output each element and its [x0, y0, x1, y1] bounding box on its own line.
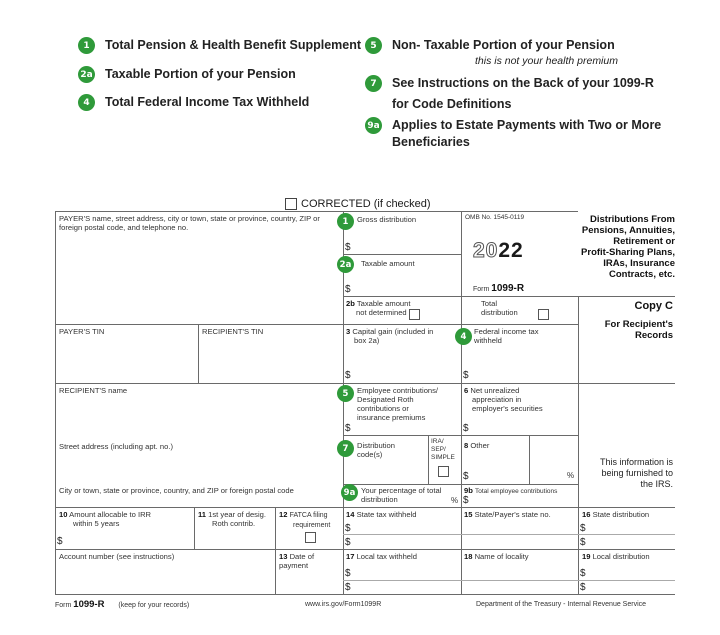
box18-num: 18	[464, 552, 473, 561]
corrected-label: CORRECTED (if checked)	[301, 198, 431, 210]
box12-checkbox[interactable]	[305, 532, 316, 543]
box10-dollar: $	[57, 536, 63, 547]
box9b-dollar: $	[463, 495, 469, 506]
info-note-line-1: This information is	[599, 457, 673, 467]
footer-form	[55, 599, 189, 610]
copy-sub-line-2: Records	[634, 330, 673, 341]
legend-item-2a	[78, 66, 296, 83]
box8-text: Other	[470, 441, 490, 450]
box9b-label	[464, 486, 557, 496]
box12-line-2: requirement	[293, 522, 331, 529]
legend-item-5	[365, 37, 615, 54]
box9a-label	[361, 486, 441, 504]
box10-line-2: within 5 years	[73, 519, 120, 528]
box17-label	[346, 552, 417, 561]
box1-label: Gross distribution	[357, 215, 417, 224]
legend-text-1: Total Pension & Health Benefit Supplement	[105, 38, 362, 52]
box3-label	[346, 327, 433, 345]
form-title-line-2: Pensions, Annuities,	[581, 225, 675, 236]
badge-2a-icon: 2a	[78, 66, 95, 83]
box3-line-2: box 2a)	[354, 336, 380, 345]
form-1099r	[55, 211, 675, 594]
legend-text-7: See Instructions on the Back of your 1099-R	[392, 76, 654, 90]
box13-num: 13	[279, 552, 288, 561]
box4-label	[474, 327, 539, 345]
box10-label	[59, 510, 151, 528]
payer-info-label: PAYER'S name, street address, city or town, state or province, country, ZIP or foreign postal code, and telephone no.	[59, 214, 320, 232]
box3-line-1: Capital gain (included in	[352, 327, 434, 336]
legend-item-1	[78, 37, 361, 54]
box12-num: 12	[279, 510, 288, 519]
legend-text-5: Non- Taxable Portion of your Pension	[392, 38, 615, 52]
box19-num: 19	[582, 552, 591, 561]
ira-line-2: SEP/	[431, 446, 446, 453]
box11-line-2: Roth contrib.	[212, 519, 256, 528]
form-badge-7-icon: 7	[337, 440, 354, 457]
legend-text-9b: Beneficiaries	[392, 135, 470, 149]
box16-label	[582, 510, 649, 519]
box2a-dollar: $	[345, 284, 351, 295]
box8-percent: %	[567, 471, 575, 480]
city-label: City or town, state or province, country, and ZIP or foreign postal code	[59, 486, 294, 495]
box11-num: 11	[198, 510, 207, 519]
box8-dollar: $	[463, 471, 469, 482]
info-note-line-2: being furnished to	[601, 468, 673, 478]
box18-text: Name of locality	[474, 552, 529, 561]
form-title	[555, 214, 675, 280]
box10-line-1: Amount allocable to IRR	[69, 510, 152, 519]
box16-dollar-1: $	[580, 523, 586, 534]
form-word: Form	[473, 286, 490, 293]
legend-sub-5: this is not your health premium	[475, 55, 618, 67]
box13-line-2: payment	[279, 561, 309, 570]
footer-dept: Department of the Treasury - Internal Revenue Service	[476, 601, 647, 608]
copy-sub-line-1: For Recipient's	[604, 319, 673, 330]
box12-line-1: FATCA filing	[289, 512, 328, 519]
box19-dollar-2: $	[580, 582, 586, 593]
box5-line-1: Employee contributions/	[357, 386, 439, 395]
tax-year-light: 20	[473, 239, 499, 262]
info-note-line-3: the IRS.	[640, 479, 673, 489]
box14-label	[346, 510, 417, 519]
box2b-label	[346, 299, 410, 317]
form-number: 1099-R	[491, 283, 525, 294]
box17-text: Local tax withheld	[356, 552, 417, 561]
box14-text: State tax withheld	[356, 510, 417, 519]
form-badge-2a-icon: 2a	[337, 256, 354, 273]
box7-line-2: code(s)	[357, 450, 383, 459]
form-title-line-3: Retirement or	[613, 236, 675, 247]
total-dist-checkbox[interactable]	[538, 309, 549, 320]
box2b-checkbox[interactable]	[409, 309, 420, 320]
legend-item-9a	[365, 117, 661, 134]
box15-label	[464, 510, 551, 519]
box9a-line-2: distribution	[361, 495, 398, 504]
account-label: Account number (see instructions)	[59, 552, 175, 561]
form-badge-9a-icon: 9a	[341, 484, 358, 501]
street-label: Street address (including apt. no.)	[59, 442, 173, 451]
form-title-line-1: Distributions From	[590, 214, 675, 225]
box5-line-2: Designated Roth	[357, 395, 414, 404]
box16-num: 16	[582, 510, 591, 519]
box7-label	[357, 441, 395, 459]
box5-label	[357, 386, 438, 422]
box19-label	[582, 552, 650, 561]
box2a-label: Taxable amount	[361, 259, 415, 268]
box7-line-1: Distribution	[357, 441, 395, 450]
box2b-line-1: Taxable amount	[356, 299, 411, 308]
box14-dollar-1: $	[345, 523, 351, 534]
box9a-percent: %	[451, 496, 459, 505]
badge-1-icon: 1	[78, 37, 95, 54]
ira-line-1: IRA/	[431, 438, 444, 445]
box4-line-1: Federal income tax	[474, 327, 539, 336]
footer-form-word: Form	[55, 602, 72, 609]
box17-dollar-1: $	[345, 568, 351, 579]
box18-label	[464, 552, 529, 561]
box5-dollar: $	[345, 423, 351, 434]
box6-label	[464, 386, 543, 413]
form-badge-4-icon: 4	[455, 328, 472, 345]
ira-label	[431, 438, 455, 462]
box17-dollar-2: $	[345, 582, 351, 593]
box11-label	[198, 510, 266, 528]
box16-dollar-2: $	[580, 537, 586, 548]
box5-line-3: contributions or	[357, 404, 409, 413]
corrected-checkbox[interactable]	[285, 198, 297, 210]
copy-sub	[575, 319, 673, 341]
legend-text-4: Total Federal Income Tax Withheld	[105, 95, 310, 109]
box14-dollar-2: $	[345, 537, 351, 548]
box19-text: Local distribution	[592, 552, 650, 561]
box6-line-1: Net unrealized	[470, 386, 520, 395]
box4-dollar: $	[463, 370, 469, 381]
footer-keep: (keep for your records)	[118, 602, 190, 609]
footer-form-number: 1099-R	[73, 599, 105, 610]
box9b-num: 9b	[464, 486, 473, 495]
box6-num: 6	[464, 386, 469, 395]
box19-dollar-1: $	[580, 568, 586, 579]
box3-num: 3	[346, 327, 351, 336]
box15-num: 15	[464, 510, 473, 519]
box5-line-4: insurance premiums	[357, 413, 426, 422]
footer-url: www.irs.gov/Form1099R	[305, 601, 382, 608]
legend-text-9a: Applies to Estate Payments with Two or More	[392, 118, 662, 132]
box9a-line-1: Your percentage of total	[361, 486, 442, 495]
box12-label	[279, 510, 330, 530]
box4-line-2: withheld	[474, 336, 502, 345]
recipient-name-label: RECIPIENT'S name	[59, 386, 128, 395]
box10-num: 10	[59, 510, 68, 519]
total-dist-line-1: Total	[481, 299, 498, 308]
tax-year	[473, 239, 524, 263]
total-dist-line-2: distribution	[481, 308, 518, 317]
box8-label	[464, 441, 489, 450]
legend-text-7b: for Code Definitions	[392, 97, 512, 111]
box6-dollar: $	[463, 423, 469, 434]
corrected-row	[285, 198, 431, 210]
box9b-text: Total employee contributions	[475, 488, 558, 495]
badge-7-icon: 7	[365, 75, 382, 92]
box14-num: 14	[346, 510, 355, 519]
form-title-line-5: IRAs, Insurance	[603, 258, 675, 269]
payer-tin-label: PAYER'S TIN	[59, 327, 105, 336]
recipient-tin-label: RECIPIENT'S TIN	[202, 327, 264, 336]
form-badge-5-icon: 5	[337, 385, 354, 402]
box11-line-1: 1st year of desig.	[208, 510, 266, 519]
tax-year-bold: 22	[498, 239, 524, 262]
box13-line-1: Date of	[289, 552, 315, 561]
box13-label	[279, 552, 314, 570]
legend-item-4	[78, 94, 309, 111]
legend-item-7	[365, 75, 654, 92]
omb-number: OMB No. 1545-0119	[465, 214, 525, 221]
copy-label: Copy C	[634, 300, 673, 312]
box6-line-2: appreciation in	[472, 395, 522, 404]
box17-num: 17	[346, 552, 355, 561]
box2b-num: 2b	[346, 299, 355, 308]
legend-text-2a: Taxable Portion of your Pension	[105, 67, 296, 81]
box16-text: State distribution	[592, 510, 650, 519]
badge-4-icon: 4	[78, 94, 95, 111]
box6-line-3: employer's securities	[472, 404, 543, 413]
form-title-line-4: Profit-Sharing Plans,	[581, 247, 675, 258]
badge-5-icon: 5	[365, 37, 382, 54]
info-note	[581, 457, 673, 490]
form-badge-1-icon: 1	[337, 213, 354, 230]
box15-text: State/Payer's state no.	[474, 510, 551, 519]
total-dist-label	[481, 299, 518, 317]
ira-checkbox[interactable]	[438, 466, 449, 477]
box2b-line-2: not determined	[356, 308, 407, 317]
form-label-top	[473, 283, 524, 294]
box3-dollar: $	[345, 370, 351, 381]
box1-dollar: $	[345, 242, 351, 253]
ira-line-3: SIMPLE	[431, 454, 455, 461]
box8-num: 8	[464, 441, 469, 450]
badge-9a-icon: 9a	[365, 117, 382, 134]
form-title-line-6: Contracts, etc.	[609, 269, 675, 280]
